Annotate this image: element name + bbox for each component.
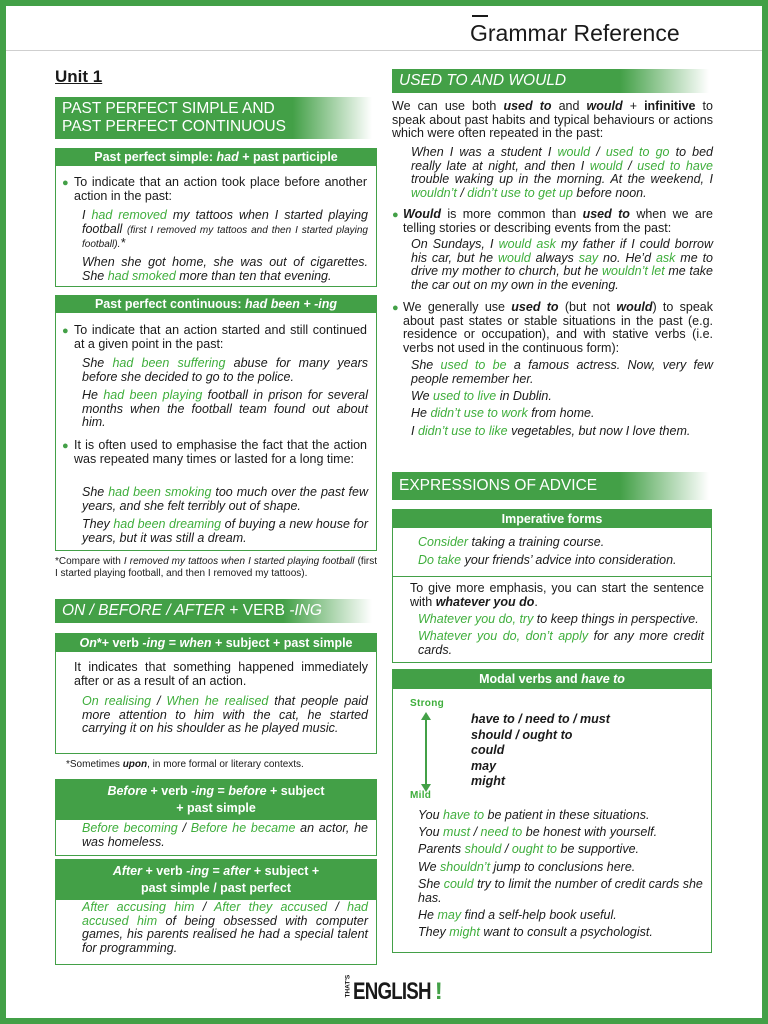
box-header: Modal verbs and have to (393, 670, 711, 689)
would-example: On Sundays, I would ask my father if I could borrow his car, but he would always say no. He’d ask me to drive my mother to church, but he wouldn’t let me take the car out on my own in the evening. (411, 237, 714, 292)
ppc-example-2: He had been playing football in prison for several months when the football team found out about him. (82, 388, 368, 429)
bullet-icon: ● (392, 209, 399, 221)
ppc-rule-2: It is often used to emphasise the fact that the action was repeated many times or lasted for a long time: (74, 438, 367, 466)
whatever-example-2: Whatever you do, don’t apply for any more credit cards. (418, 629, 704, 657)
bullet-icon: ● (392, 302, 399, 314)
modal-example-3: Parents should / ought to be supportive. (418, 842, 640, 856)
box-header: Imperative forms (393, 510, 711, 528)
box-header: After + verb -ing = after + subject + past simple / past perfect (56, 860, 376, 900)
pps-example-1: I had removed my tattoos when I started playing football (first I removed my tattoos and then I started playing football).* (82, 208, 368, 250)
right-frame (762, 0, 768, 1024)
bullet-icon: ● (62, 440, 69, 452)
used-to-example-4: He didn’t use to work from home. (411, 406, 595, 420)
would-rule: Would is more common than used to when we are telling stories or describing events from the past: (403, 207, 713, 235)
strength-scale-arrow (425, 717, 427, 787)
bullet-icon: ● (62, 177, 69, 189)
on-ing-rule: It indicates that something happened immediately after or as a result of an action. (74, 660, 368, 688)
modal-scale: have to / need to / must should / ought to could may might (471, 712, 610, 788)
left-frame (0, 0, 6, 1024)
footnote-compare: *Compare with I removed my tattoos when I started playing football (first I started playing football, and then I removed my tattoos). (55, 556, 378, 579)
box-header: Past perfect continuous: had been + -ing (56, 296, 376, 313)
used-to-banner: USED TO AND WOULD (392, 69, 709, 93)
bullet-icon: ● (62, 325, 69, 337)
advice-banner: EXPRESSIONS OF ADVICE (392, 472, 709, 500)
used-to-states-rule: We generally use used to (but not would) to speak about past states or stable situations in the past (e.g. residence or occupation), and with stative verbs (i.e. verbs not used in the continuous form): (403, 300, 713, 355)
strong-label: Strong (410, 698, 445, 709)
modal-example-2: You must / need to be honest with yourself. (418, 825, 658, 839)
used-to-example-3: We used to live in Dublin. (411, 389, 552, 403)
imperative-example-2: Do take your friends’ advice into consideration. (418, 553, 677, 567)
footnote-upon: *Sometimes upon, in more formal or literary contexts. (66, 759, 304, 770)
ppc-rule-1: To indicate that an action started and still continued at a given point in the past: (74, 323, 367, 351)
ppc-example-4: They had been dreaming of buying a new house for years, but it was still a dream. (82, 517, 368, 545)
box-header: Before + verb -ing = before + subject + past simple (56, 780, 376, 820)
box-divider (393, 576, 711, 577)
modal-example-6: He may find a self-help book useful. (418, 908, 617, 922)
box-header: On*+ verb -ing = when + subject + past simple (56, 634, 376, 652)
pps-example-2: When she got home, she was out of cigarettes. She had smoked more than ten that evening. (82, 255, 368, 283)
whatever-example-1: Whatever you do, try to keep things in perspective. (418, 612, 699, 626)
page-title: Grammar Reference (470, 20, 680, 46)
modal-example-7: They might want to consult a psychologist. (418, 925, 653, 939)
unit-heading: Unit 1 (55, 67, 103, 86)
header-dash (472, 15, 488, 17)
imperative-example-1: Consider taking a training course. (418, 535, 605, 549)
past-perfect-banner (55, 97, 372, 139)
modal-example-1: You have to be patient in these situations. (418, 808, 650, 822)
ppc-example-1: She had been suffering abuse for many years before she decided to go to the police. (82, 356, 368, 384)
ing-banner: ON / BEFORE / AFTER + VERB -ING (55, 599, 372, 623)
used-to-example-1: When I was a student I would / used to go to bed really late at night, and then I would / used to have trouble waking up in the morning. At the weekend, I wouldn’t / didn’t use to get up before noon. (411, 145, 714, 200)
modal-example-4: We shouldn’t jump to conclusions here. (418, 860, 636, 874)
modal-example-5: She could try to limit the number of credit cards she has. (418, 877, 703, 905)
ppc-example-3: She had been smoking too much over the past few years, and she felt terribly out of shape. (82, 485, 369, 513)
banner-line-2: PAST PERFECT CONTINUOUS (62, 118, 286, 135)
pps-rule: To indicate that an action took place before another action in the past: (74, 175, 367, 203)
used-to-example-2: She used to be a famous actress. Now, very few people remember her. (411, 358, 713, 386)
box-header: Past perfect simple: had + past participle (56, 149, 376, 166)
header-divider (6, 50, 762, 51)
mild-label: Mild (410, 790, 432, 801)
on-ing-example: On realising / When he realised that people paid more attention to him with the cat, he started carrying it on his shoulder as he played music. (82, 694, 369, 735)
emphasis-rule: To give more emphasis, you can start the sentence with whatever you do. (410, 581, 704, 609)
before-ing-example: Before becoming / Before he became an actor, he was homeless. (82, 821, 368, 849)
bottom-frame (0, 1018, 768, 1024)
thats-english-logo: THAT'SENGLISH ! (344, 975, 443, 1005)
used-to-example-5: I didn’t use to like vegetables, but now I love them. (411, 424, 691, 438)
used-to-intro: We can use both used to and would + infinitive to speak about past habits and typical behaviours or actions which were often repeated in the past: (392, 99, 713, 140)
banner-line-1: PAST PERFECT SIMPLE AND (62, 100, 275, 117)
after-ing-example: After accusing him / After they accused / had accused him of being obsessed with computer games, his parents realised he had a special talent for programming. (82, 900, 369, 955)
top-frame (0, 0, 768, 6)
